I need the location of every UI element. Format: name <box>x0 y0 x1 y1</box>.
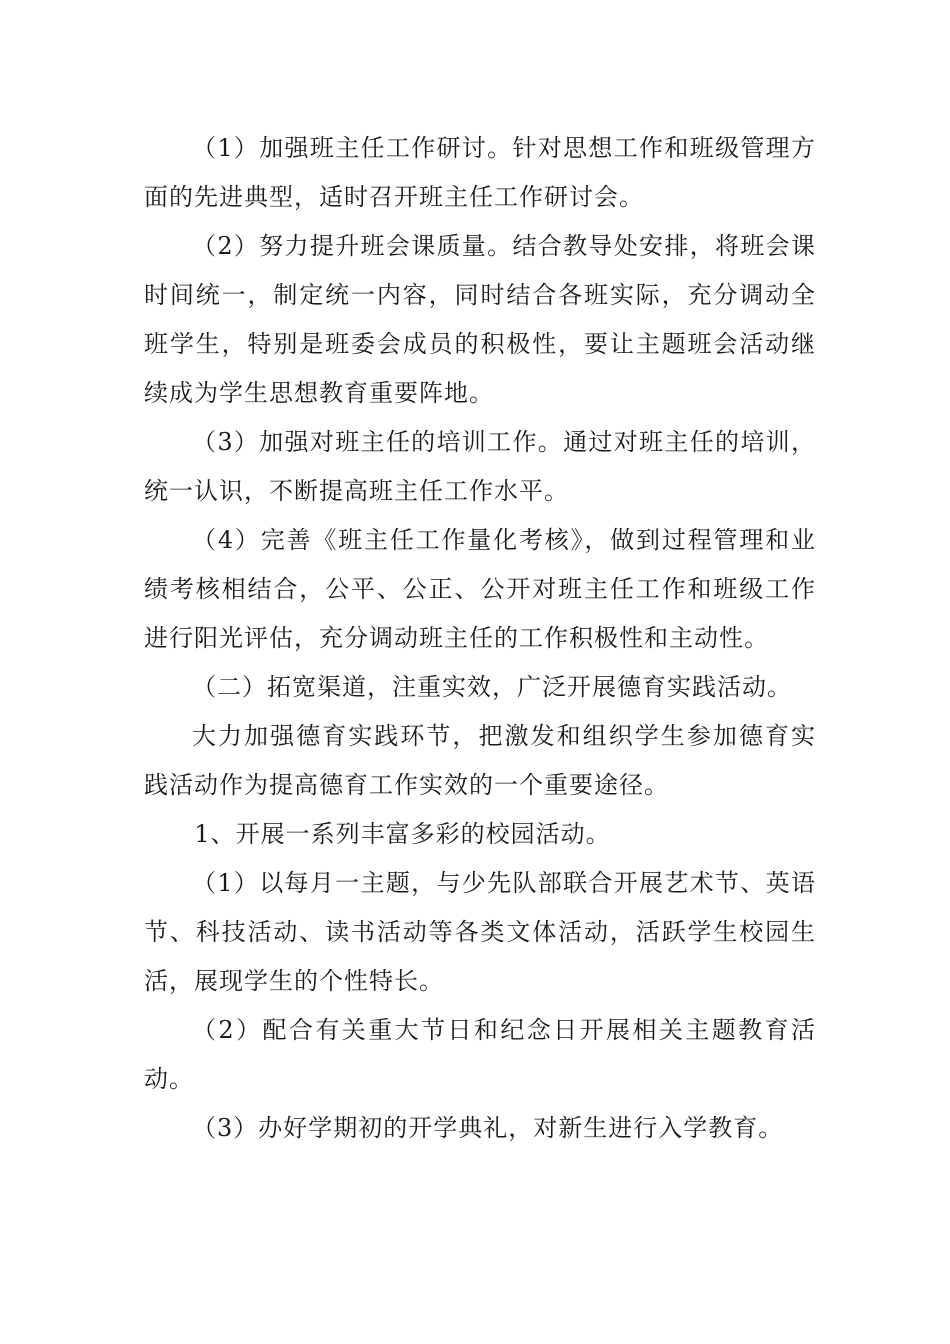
paragraph-4: （4）完善《班主任工作量化考核》，做到过程管理和业绩考核相结合，公平、公正、公开对班主任工作和班级工作进行阳光评估，充分调动班主任的工作积极性和主动性。 <box>144 526 816 652</box>
section-heading: （二）拓宽渠道，注重实效，广泛开展德育实践活动。 <box>192 673 792 701</box>
subsection-heading: 1、开展一系列丰富多彩的校园活动。 <box>194 820 611 848</box>
paragraph-2: （2）努力提升班会课质量。结合教导处安排，将班会课时间统一，制定统一内容，同时结合各班实际，充分调动全班学生，特别是班委会成员的积极性，要让主题班会活动继续成为学生思想教育重要阵地。 <box>144 232 816 407</box>
paragraph-9: （2）配合有关重大节日和纪念日开展相关主题教育活动。 <box>144 1016 816 1093</box>
document-body <box>144 124 816 1153</box>
paragraph-10: （3）办好学期初的开学典礼，对新生进行入学教育。 <box>192 1114 784 1142</box>
paragraph-1: （1）加强班主任工作研讨。针对思想工作和班级管理方面的先进典型，适时召开班主任工作研讨会。 <box>144 134 816 211</box>
paragraph-6: 大力加强德育实践环节，把激发和组织学生参加德育实践活动作为提高德育工作实效的一个重要途径。 <box>144 722 816 799</box>
paragraph-3: （3）加强对班主任的培训工作。通过对班主任的培训，统一认识，不断提高班主任工作水平。 <box>144 428 816 505</box>
paragraph-8: （1）以每月一主题，与少先队部联合开展艺术节、英语节、科技活动、读书活动等各类文体活动，活跃学生校园生活，展现学生的个性特长。 <box>144 869 816 995</box>
